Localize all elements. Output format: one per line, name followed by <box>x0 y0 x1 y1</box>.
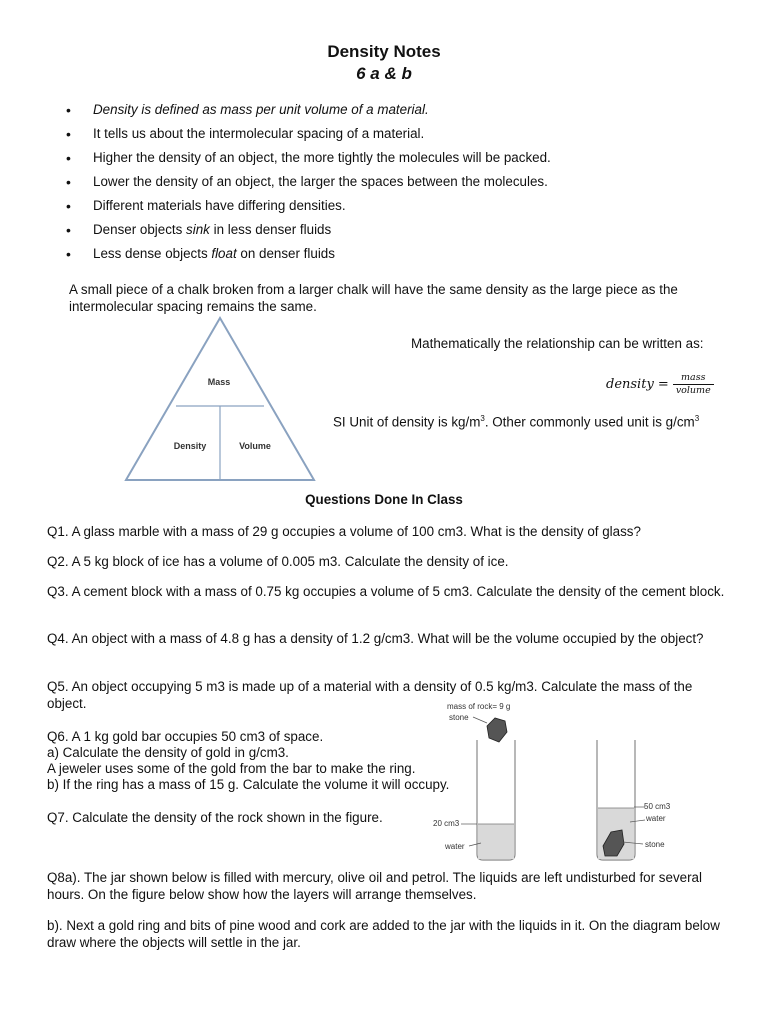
stone-label-2: stone <box>645 840 665 849</box>
water-label-1: water <box>445 842 465 851</box>
triangle-label-density: Density <box>173 441 207 451</box>
math-relationship-label: Mathematically the relationship can be written as: <box>411 336 704 351</box>
formula-fraction <box>673 372 714 397</box>
questions-heading: Questions Done In Class <box>305 492 463 507</box>
triangle-label-mass: Mass <box>207 377 231 387</box>
stone-label-top: stone <box>449 713 469 722</box>
question-3: Q3. A cement block with a mass of 0.75 kg occupies a volume of 5 cm3. Calculate the density of the cement block. <box>47 584 725 599</box>
density-formula <box>606 372 714 397</box>
density-triangle-diagram <box>120 314 320 484</box>
question-6 <box>47 729 487 793</box>
list-item: • It tells us about the intermolecular spacing of a material. <box>66 125 746 149</box>
question-6-line: A jeweler uses some of the gold from the bar to make the ring. <box>47 761 416 776</box>
question-8b: b). Next a gold ring and bits of pine wood and cork are added to the jar with the liquids in it. On the diagram below draw where the objects will settle in the jar. <box>47 918 720 950</box>
question-5: Q5. An object occupying 5 m3 is made up of a material with a density of 0.5 kg/m3. Calculate the mass of the object. <box>47 679 693 711</box>
si-unit-sup-2: 3 <box>694 414 700 423</box>
level-50-label: 50 cm3 <box>644 802 671 811</box>
chalk-paragraph: A small piece of a chalk broken from a larger chalk will have the same density as the large piece as the intermolecular spacing remains the same. <box>69 282 678 314</box>
question-8a: Q8a). The jar shown below is filled with mercury, olive oil and petrol. The liquids are left undisturbed for several hours. On the figure below show how the layers will arrange themselves. <box>47 870 702 902</box>
list-item: • Higher the density of an object, the more tightly the molecules will be packed. <box>66 149 746 173</box>
rock-volume-figure <box>425 696 705 864</box>
si-unit-before: SI Unit of density is kg/m <box>333 414 481 430</box>
water-label-2: water <box>646 814 666 823</box>
list-item <box>66 221 746 245</box>
list-item <box>66 101 746 125</box>
si-unit-sup-1: 3 <box>480 414 485 423</box>
float-text-after: on denser fluids <box>236 246 335 261</box>
float-text-before: Less dense objects <box>93 246 212 261</box>
question-4: Q4. An object with a mass of 4.8 g has a density of 1.2 g/cm3. What will be the volume occupied by the object? <box>47 631 704 646</box>
formula-lhs: density = <box>606 377 669 392</box>
triangle-label-volume: Volume <box>239 441 271 451</box>
formula-numerator: mass <box>681 372 706 383</box>
float-word: float <box>211 246 237 261</box>
stone-leader-line <box>473 717 487 723</box>
question-7: Q7. Calculate the density of the rock shown in the figure. <box>47 810 383 825</box>
question-6-line: b) If the ring has a mass of 15 g. Calculate the volume it will occupy. <box>47 777 450 792</box>
mass-of-rock-label: mass of rock= 9 g <box>447 702 511 711</box>
page-title: Density Notes <box>327 42 441 61</box>
list-item <box>66 245 746 269</box>
list-item: • Lower the density of an object, the larger the spaces between the molecules. <box>66 173 746 197</box>
sink-word: sink <box>186 222 210 237</box>
si-unit-middle: . Other commonly used unit is g/cm <box>484 414 695 430</box>
cylinder-1-water <box>478 824 514 859</box>
question-6-line: Q6. A 1 kg gold bar occupies 50 cm3 of space. <box>47 729 324 744</box>
notes-list <box>66 101 746 269</box>
sink-text-before: Denser objects <box>93 222 187 237</box>
definition-text: Density is defined as mass per unit volume of a material. <box>93 102 429 117</box>
level-20-label: 20 cm3 <box>433 819 460 828</box>
page-subtitle: 6 a & b <box>356 64 412 83</box>
si-unit-text <box>333 414 699 429</box>
question-6-line: a) Calculate the density of gold in g/cm3. <box>47 745 289 760</box>
question-2: Q2. A 5 kg block of ice has a volume of 0.005 m3. Calculate the density of ice. <box>47 554 509 569</box>
rock-icon <box>487 718 507 742</box>
sink-text-after: in less denser fluids <box>209 222 332 237</box>
question-1: Q1. A glass marble with a mass of 29 g occupies a volume of 100 cm3. What is the density of glass? <box>47 524 641 539</box>
list-item: • Different materials have differing densities. <box>66 197 746 221</box>
formula-denominator: volume <box>673 384 714 397</box>
